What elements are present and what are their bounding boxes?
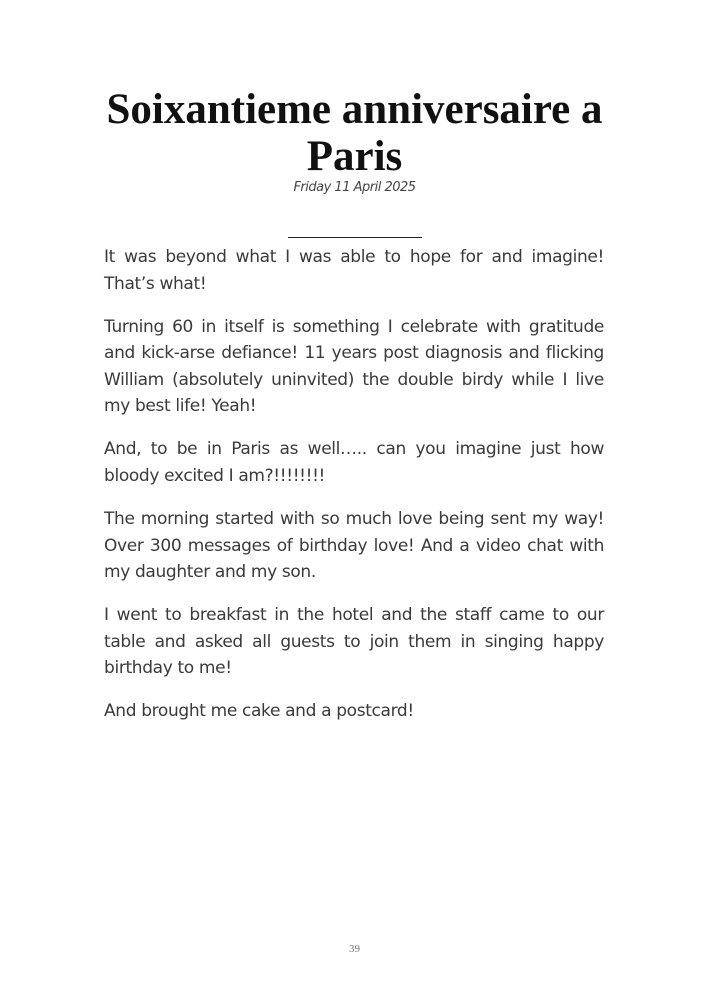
article-body — [104, 244, 604, 741]
page-number: 39 — [349, 943, 360, 955]
paragraph: And brought me cake and a postcard! — [104, 701, 414, 722]
title-divider — [288, 237, 422, 238]
paragraph: And, to be in Paris as well….. can you imagine just how bloody excited I am?!!!!!!!! — [104, 439, 604, 486]
paragraph: Turning 60 in itself is something I celebrate with gratitude and kick-arse defiance! 11 years post diagnosis and flicking William (absolutely uninvited) the double birdy while I live my best life! Yeah! — [104, 316, 604, 417]
paragraph: The morning started with so much love being sent my way! Over 300 messages of birthday love! And a video chat with my daughter and my son. — [104, 508, 604, 583]
article-date: Friday 11 April 2025 — [293, 180, 416, 195]
paragraph: It was beyond what I was able to hope for and imagine! That’s what! — [104, 247, 604, 294]
article-title: Soixantieme anniversaire a Paris — [106, 86, 603, 180]
paragraph: I went to breakfast in the hotel and the staff came to our table and asked all guests to join them in singing happy birthday to me! — [104, 605, 604, 679]
